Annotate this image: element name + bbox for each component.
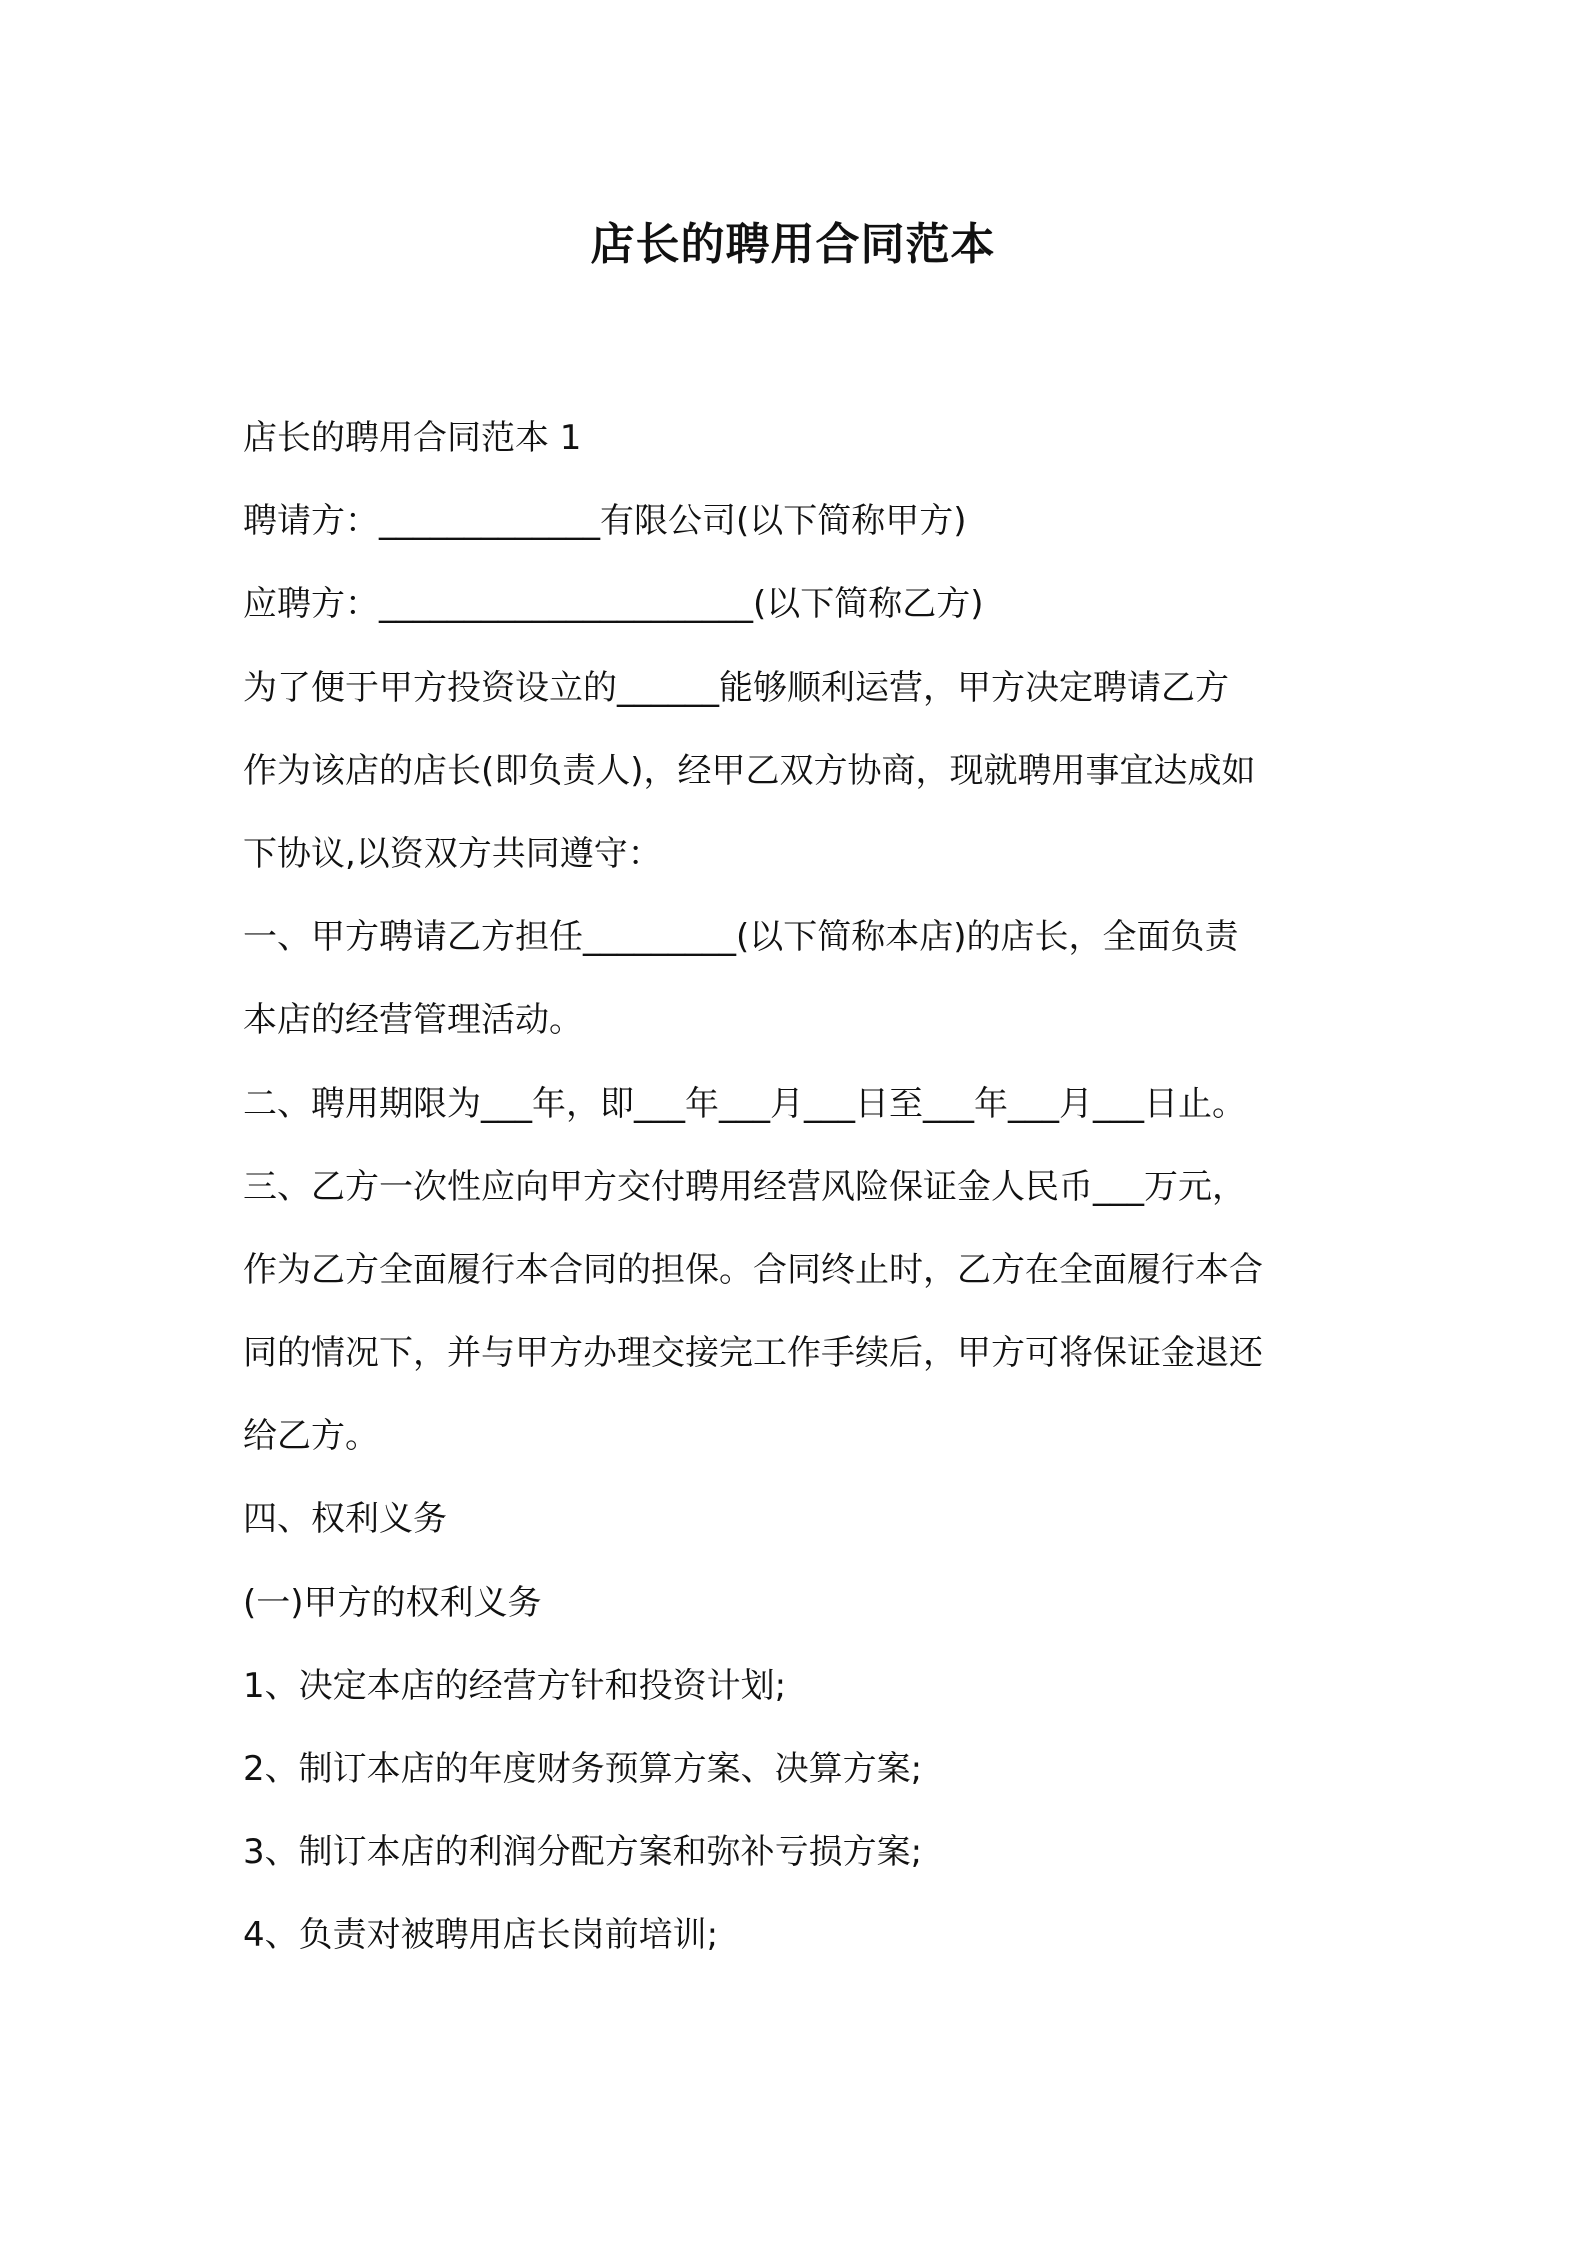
clause-one-line: 一、甲方聘请乙方担任_________(以下简称本店)的店长，全面负责 [243,917,1239,958]
list-item: 1、决定本店的经营方针和投资计划; [243,1665,787,1706]
subsection-heading: (一)甲方的权利义务 [243,1582,542,1623]
preamble-line: 作为该店的店长(即负责人)，经甲乙双方协商，现就聘用事宜达成如 [243,750,1256,791]
preamble-line: 下协议,以资双方共同遵守： [243,833,662,874]
list-item: 3、制订本店的利润分配方案和弥补亏损方案; [243,1832,923,1873]
clause-three-line: 三、乙方一次性应向甲方交付聘用经营风险保证金人民币___万元， [243,1166,1246,1207]
clause-four-heading: 四、权利义务 [243,1499,447,1540]
document-body [243,397,1363,1978]
clause-one-line: 本店的经营管理活动。 [243,1000,583,1041]
preamble-line: 为了便于甲方投资设立的______能够顺利运营，甲方决定聘请乙方 [243,667,1229,708]
employee-line: 应聘方：______________________(以下简称乙方) [243,584,984,625]
employer-line: 聘请方：_____________有限公司(以下简称甲方) [243,501,967,542]
clause-three-line: 同的情况下，并与甲方办理交接完工作手续后，甲方可将保证金退还 [243,1333,1263,1374]
clause-three-line: 给乙方。 [243,1416,379,1457]
section-heading: 店长的聘用合同范本 1 [243,418,582,458]
document-title: 店长的聘用合同范本 [590,219,996,270]
clause-two-line: 二、聘用期限为___年，即___年___月___日至___年___月___日止。 [243,1083,1246,1124]
list-item: 4、负责对被聘用店长岗前培训; [243,1915,719,1956]
clause-three-line: 作为乙方全面履行本合同的担保。合同终止时，乙方在全面履行本合 [243,1249,1263,1290]
list-item: 2、制订本店的年度财务预算方案、决算方案; [243,1749,923,1789]
